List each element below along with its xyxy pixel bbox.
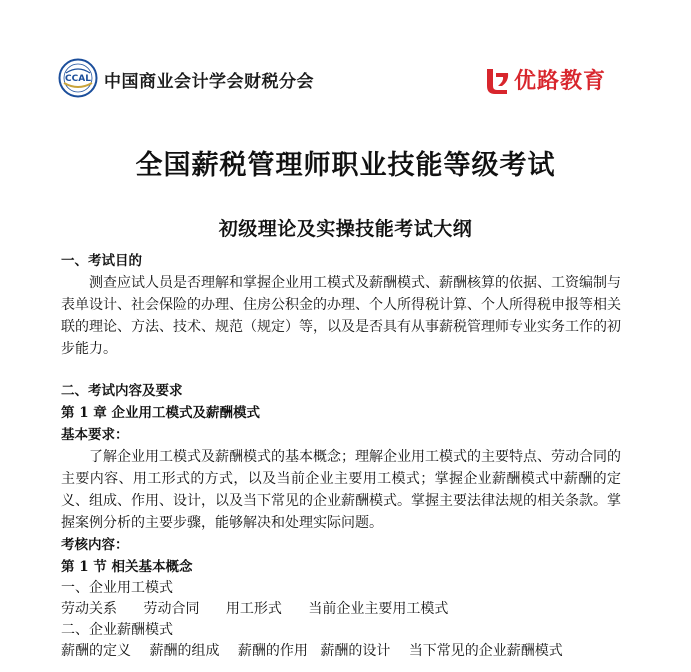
topic-item: 薪酬的作用 [237, 643, 308, 659]
section-1-heading: 第 1 节 相关基本概念 [61, 559, 193, 575]
exam-content-heading: 考核内容： [61, 537, 129, 553]
document-body [61, 250, 621, 662]
youlu-logo-icon [482, 66, 512, 96]
section-heading-purpose: 一、考试目的 [61, 253, 142, 269]
item-employment-label: 一、企业用工模式 [61, 580, 173, 596]
topic-item: 当下常见的企业薪酬模式 [408, 643, 563, 659]
topic-item: 劳动关系 [61, 601, 117, 617]
document-title: 全国薪税管理师职业技能等级考试 [135, 150, 556, 181]
document-subtitle: 初级理论及实操技能考试大纲 [218, 218, 473, 240]
topic-item: 薪酬的组成 [149, 643, 220, 659]
topic-item: 薪酬的设计 [320, 643, 391, 659]
topic-item: 用工形式 [225, 601, 282, 617]
chapter-heading: 第 1 章 企业用工模式及薪酬模式 [61, 405, 260, 421]
basic-requirements-heading: 基本要求： [61, 427, 129, 443]
topic-item: 薪酬的定义 [61, 643, 131, 659]
section-heading-content: 二、考试内容及要求 [61, 383, 183, 399]
purpose-paragraph: 测查应试人员是否理解和掌握企业用工模式及薪酬模式、薪酬核算的依据、工资编制与表单设计、社会保险的办理、住房公积金的办理、个人所得税计算、个人所得税申报等相关联的理论、方法、技术、规范（规定）等，以及是否具有从事薪税管理师专业实务工作的初步能力。 [61, 275, 621, 357]
organization-name: 中国商业会计学会财税分会 [104, 72, 314, 92]
ccal-seal-text: CCAL [65, 74, 91, 84]
salary-topics [61, 641, 621, 662]
spacer [61, 360, 621, 380]
document-header [0, 0, 691, 120]
brand-name: 优路教育 [514, 69, 607, 94]
basic-requirements-paragraph: 了解企业用工模式及薪酬模式的基本概念；理解企业用工模式的主要特点、劳动合同的主要内容、用工形式的方式，以及当前企业主要用工模式；掌握企业薪酬模式中薪酬的定义、组成、作用、设计，以及当下常见的企业薪酬模式。掌握主要法律法规的相关条款。掌握案例分析的主要步骤，能够解决和处理实际问题。 [61, 449, 621, 531]
topic-item: 当前企业主要用工模式 [308, 601, 449, 617]
employment-topics [61, 599, 621, 620]
topic-item: 劳动合同 [143, 601, 200, 617]
ccal-seal-icon [58, 58, 98, 98]
item-salary-label: 二、企业薪酬模式 [61, 622, 173, 638]
